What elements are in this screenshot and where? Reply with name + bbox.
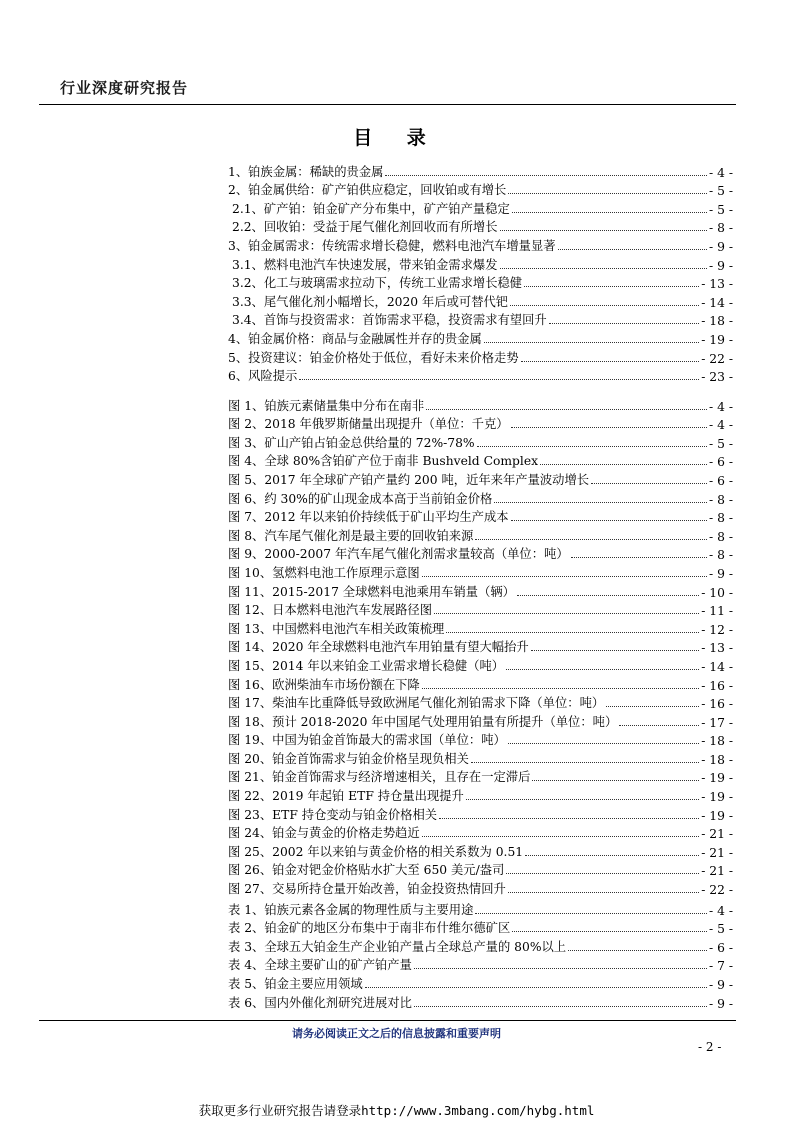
toc-entry-label: 图 4、全球 80%含铂矿产位于南非 Bushveld Complex (228, 454, 539, 469)
toc-entry-label: 图 25、2002 年以来铂与黄金价格的相关系数为 0.51 (228, 844, 524, 859)
toc-figure-entry[interactable] (228, 432, 733, 451)
dot-leader (517, 595, 699, 596)
dot-leader (508, 892, 699, 893)
toc-entry-page: - 10 - (701, 585, 733, 600)
toc-entry-page: - 21 - (701, 827, 733, 842)
toc-entry-page: - 5 - (709, 922, 733, 937)
toc-figure-entry[interactable] (228, 544, 733, 563)
dot-leader (521, 361, 700, 362)
report-type-title: 行业深度研究报告 (60, 79, 189, 97)
dot-leader (619, 725, 699, 726)
toc-entry-page: - 23 - (701, 370, 733, 385)
toc-figure-entry[interactable] (228, 804, 733, 823)
toc-entry-label: 图 26、铂金对钯金价格贴水扩大至 650 美元/盎司 (228, 863, 505, 878)
toc-entry-page: - 5 - (709, 436, 733, 451)
toc-entry-page: - 9 - (709, 996, 733, 1011)
footer-divider (39, 1020, 736, 1021)
toc-entry-label: 6、风险提示 (228, 369, 298, 384)
toc-figure-entry[interactable] (228, 730, 733, 749)
toc-entry-label: 图 1、铂族元素储量集中分布在南非 (228, 398, 425, 413)
toc-entry-label: 图 9、2000-2007 年汽车尾气催化剂需求量较高（单位：吨） (228, 547, 569, 562)
toc-entry-label: 3.4、首饰与投资需求：首饰需求平稳，投资需求有望回升 (232, 313, 547, 328)
toc-entry-label: 2、铂金属供给：矿产铂供应稳定，回收铂或有增长 (228, 183, 507, 198)
toc-entry-page: - 11 - (701, 604, 733, 619)
toc-figure-entry[interactable] (228, 600, 733, 619)
toc-entry-label: 5、投资建议：铂金价格处于低位，看好未来价格走势 (228, 350, 519, 365)
toc-figure-entry[interactable] (228, 823, 733, 842)
toc-entry-page: - 6 - (709, 940, 733, 955)
toc-entry-page: - 7 - (709, 959, 733, 974)
toc-entry-page: - 19 - (701, 790, 733, 805)
dot-leader (477, 446, 707, 447)
toc-section-entry[interactable] (228, 235, 733, 254)
toc-entry-page: - 9 - (709, 977, 733, 992)
toc-entry-page: - 6 - (709, 455, 733, 470)
toc-entry-page: - 13 - (701, 641, 733, 656)
dot-leader (484, 342, 699, 343)
toc-entry-page: - 14 - (701, 295, 733, 310)
toc-entry-page: - 19 - (701, 808, 733, 823)
toc-entry-label: 图 8、汽车尾气催化剂是最主要的回收铂来源 (228, 528, 474, 543)
toc-entry-label: 图 7、2012 年以来铂价持续低于矿山平均生产成本 (228, 510, 509, 525)
toc-figure-entry[interactable] (228, 878, 733, 897)
toc-entry-page: - 17 - (701, 715, 733, 730)
toc-section-entry[interactable] (228, 180, 733, 199)
toc-entry-label: 图 22、2019 年起铂 ETF 持仓量出现提升 (228, 789, 464, 804)
toc-figure-entry[interactable] (228, 581, 733, 600)
disclaimer-text: 请务必阅读正文之后的信息披露和重要声明 (292, 1027, 501, 1040)
toc-entry-page: - 9 - (709, 566, 733, 581)
toc-entry-page: - 19 - (701, 771, 733, 786)
dot-leader (524, 286, 699, 287)
toc-figure-entry[interactable] (228, 860, 733, 879)
dot-leader (568, 950, 707, 951)
toc-table-entry[interactable] (228, 918, 733, 937)
dot-leader (434, 613, 699, 614)
toc-entry-label: 图 2、2018 年俄罗斯储量出现提升（单位：千克） (228, 417, 509, 432)
toc-entry-label: 图 16、欧洲柴油车市场份额在下降 (228, 677, 420, 692)
dot-leader (439, 818, 699, 819)
dot-leader (475, 913, 707, 914)
toc-entry-page: - 14 - (701, 659, 733, 674)
toc-entry-label: 图 14、2020 年全球燃料电池汽车用铂量有望大幅抬升 (228, 640, 529, 655)
dot-leader (558, 249, 708, 250)
toc-figure-entry[interactable] (228, 507, 733, 526)
toc-entry-page: - 9 - (709, 239, 733, 254)
toc-entry-label: 图 12、日本燃料电池汽车发展路径图 (228, 603, 433, 618)
dot-leader (606, 706, 699, 707)
toc-figure-entry[interactable] (228, 693, 733, 712)
toc-section-entry[interactable] (228, 217, 733, 236)
toc-entry-label: 图 6、约 30%的矿山现金成本高于当前铂金价格 (228, 491, 493, 506)
toc-figure-entry[interactable] (228, 562, 733, 581)
dot-leader (531, 650, 700, 651)
toc-section-entry[interactable] (228, 254, 733, 273)
dot-leader (549, 323, 700, 324)
dot-leader (426, 409, 707, 410)
toc-entry-page: - 4 - (709, 399, 733, 414)
toc-entry-label: 表 5、铂金主要应用领域 (228, 976, 363, 991)
toc-entry-label: 3.2、化工与玻璃需求拉动下，传统工业需求增长稳健 (232, 276, 523, 291)
toc-entry-page: - 21 - (701, 845, 733, 860)
toc-entry-label: 表 2、铂金矿的地区分布集中于南非布什维尔德矿区 (228, 921, 511, 936)
toc-section-entry[interactable] (228, 273, 733, 292)
toc-entry-page: - 16 - (701, 697, 733, 712)
website-link[interactable]: 获取更多行业研究报告请登录http://www.3mbang.com/hybg.html (198, 1103, 595, 1118)
toc-table-entry[interactable] (228, 899, 733, 918)
header-divider (39, 104, 736, 105)
toc-table-entry[interactable] (228, 955, 733, 974)
toc-entry-label: 图 20、铂金首饰需求与铂金价格呈现负相关 (228, 751, 469, 766)
toc-entry-page: - 22 - (701, 883, 733, 898)
dot-leader (414, 1006, 707, 1007)
toc-entry-label: 图 23、ETF 持仓变动与铂金价格相关 (228, 807, 438, 822)
dot-leader (446, 632, 699, 633)
toc-entry-page: - 8 - (709, 548, 733, 563)
toc-section-entry[interactable] (228, 198, 733, 217)
toc-entry-label: 图 21、铂金首饰需求与经济增速相关，且存在一定滞后 (228, 770, 531, 785)
toc-entry-page: - 5 - (709, 202, 733, 217)
dot-leader (385, 175, 707, 176)
toc-entry-label: 图 18、预计 2018-2020 年中国尾气处理用铂量有所提升（单位：吨） (228, 714, 618, 729)
dot-leader (525, 855, 699, 856)
toc-figure-entry[interactable] (228, 525, 733, 544)
toc-entry-label: 2.1、矿产铂：铂金矿产分布集中，矿产铂产量稳定 (232, 201, 510, 216)
toc-figure-entry[interactable] (228, 618, 733, 637)
dot-leader (471, 762, 699, 763)
dot-leader (494, 502, 707, 503)
dot-leader (500, 230, 708, 231)
toc-entry-page: - 4 - (709, 903, 733, 918)
dot-leader (511, 520, 707, 521)
toc-entry-label: 图 5、2017 年全球矿产铂产量约 200 吨，近年来年产量波动增长 (228, 472, 590, 487)
toc-entry-page: - 8 - (709, 529, 733, 544)
toc-entry-label: 3、铂金属需求：传统需求增长稳健，燃料电池汽车增量显著 (228, 238, 556, 253)
toc-table-entry[interactable] (228, 992, 733, 1011)
toc-figure-entry[interactable] (228, 785, 733, 804)
toc-table-entry[interactable] (228, 936, 733, 955)
page-number: - 2 - (698, 1040, 722, 1054)
toc-entry-label: 图 15、2014 年以来铂金工业需求增长稳健（吨） (228, 658, 505, 673)
toc-figure-entry[interactable] (228, 674, 733, 693)
toc-figure-entry[interactable] (228, 637, 733, 656)
toc-entry-page: - 8 - (709, 492, 733, 507)
toc-entry-label: 图 17、柴油车比重降低导致欧洲尾气催化剂铂需求下降（单位：吨） (228, 696, 605, 711)
toc-entry-label: 表 1、铂族元素各金属的物理性质与主要用途 (228, 902, 474, 917)
dot-leader (422, 836, 700, 837)
dot-leader (571, 557, 707, 558)
toc-entry-page: - 4 - (709, 418, 733, 433)
toc-entry-label: 3.3、尾气催化剂小幅增长，2020 年后或可替代钯 (232, 294, 509, 309)
toc-entry-page: - 13 - (701, 277, 733, 292)
toc-entry-label: 2.2、回收铂：受益于尾气催化剂回收而有所增长 (232, 220, 498, 235)
dot-leader (512, 931, 707, 932)
dot-leader (506, 873, 699, 874)
toc-figure-entry[interactable] (228, 451, 733, 470)
toc-entry-label: 图 11、2015-2017 全球燃料电池乘用车销量（辆） (228, 584, 515, 599)
toc-entry-page: - 6 - (709, 473, 733, 488)
dot-leader (532, 780, 699, 781)
dot-leader (422, 688, 700, 689)
toc-entry-page: - 5 - (709, 184, 733, 199)
toc-table-entry[interactable] (228, 973, 733, 992)
toc-entry-page: - 16 - (701, 678, 733, 693)
toc-figure-entry[interactable] (228, 711, 733, 730)
toc-entry-page: - 9 - (709, 258, 733, 273)
toc-figure-entry[interactable] (228, 841, 733, 860)
toc-figure-entry[interactable] (228, 395, 733, 414)
dot-leader (508, 193, 707, 194)
toc-entry-page: - 8 - (709, 221, 733, 236)
toc-entry-page: - 4 - (709, 165, 733, 180)
toc-entry-label: 图 19、中国为铂金首饰最大的需求国（单位：吨） (228, 733, 506, 748)
toc-section-entry[interactable] (228, 310, 733, 329)
toc-entry-page: - 21 - (701, 864, 733, 879)
dot-leader (414, 968, 707, 969)
toc-figures-list (228, 395, 733, 897)
toc-entry-label: 表 4、全球主要矿山的矿产铂产量 (228, 958, 412, 973)
dot-leader (511, 427, 707, 428)
toc-figure-entry[interactable] (228, 414, 733, 433)
toc-entry-label: 3.1、燃料电池汽车快速发展，带来铂金需求爆发 (232, 257, 498, 272)
toc-entry-page: - 22 - (701, 351, 733, 366)
toc-figure-entry[interactable] (228, 655, 733, 674)
toc-figure-entry[interactable] (228, 469, 733, 488)
toc-figure-entry[interactable] (228, 748, 733, 767)
toc-entry-label: 4、铂金属价格：商品与金融属性并存的贵金属 (228, 331, 482, 346)
dot-leader (508, 743, 699, 744)
dot-leader (510, 305, 699, 306)
dot-leader (591, 483, 707, 484)
toc-tables-list (228, 899, 733, 1011)
dot-leader (512, 212, 707, 213)
dot-leader (500, 268, 708, 269)
toc-entry-label: 表 6、国内外催化剂研究进展对比 (228, 995, 412, 1010)
dot-leader (475, 539, 707, 540)
toc-entry-page: - 19 - (701, 332, 733, 347)
toc-section-entry[interactable] (228, 347, 733, 366)
dot-leader (422, 576, 707, 577)
dot-leader (299, 379, 699, 380)
toc-section-entry[interactable] (228, 161, 733, 180)
toc-entry-page: - 8 - (709, 511, 733, 526)
toc-entry-label: 图 24、铂金与黄金的价格走势趋近 (228, 826, 420, 841)
toc-title: 目 录 (353, 127, 440, 149)
toc-section-entry[interactable] (228, 366, 733, 385)
dot-leader (466, 799, 699, 800)
toc-entry-label: 图 3、矿山产铂占铂金总供给量的 72%-78% (228, 435, 475, 450)
toc-figure-entry[interactable] (228, 767, 733, 786)
dot-leader (506, 669, 699, 670)
toc-entry-label: 图 10、氢燃料电池工作原理示意图 (228, 565, 420, 580)
toc-entry-page: - 18 - (701, 314, 733, 329)
dot-leader (365, 987, 707, 988)
toc-entry-label: 表 3、全球五大铂金生产企业铂产量占全球总产量的 80%以上 (228, 939, 567, 954)
toc-entry-page: - 12 - (701, 622, 733, 637)
toc-entry-page: - 18 - (701, 734, 733, 749)
toc-entry-page: - 18 - (701, 752, 733, 767)
dot-leader (540, 464, 707, 465)
toc-sections-list (228, 161, 733, 384)
toc-figure-entry[interactable] (228, 488, 733, 507)
toc-entry-label: 图 27、交易所持仓量开始改善，铂金投资热情回升 (228, 882, 506, 897)
toc-section-entry[interactable] (228, 328, 733, 347)
toc-section-entry[interactable] (228, 291, 733, 310)
toc-entry-label: 1、铂族金属：稀缺的贵金属 (228, 164, 384, 179)
toc-entry-label: 图 13、中国燃料电池汽车相关政策梳理 (228, 621, 445, 636)
